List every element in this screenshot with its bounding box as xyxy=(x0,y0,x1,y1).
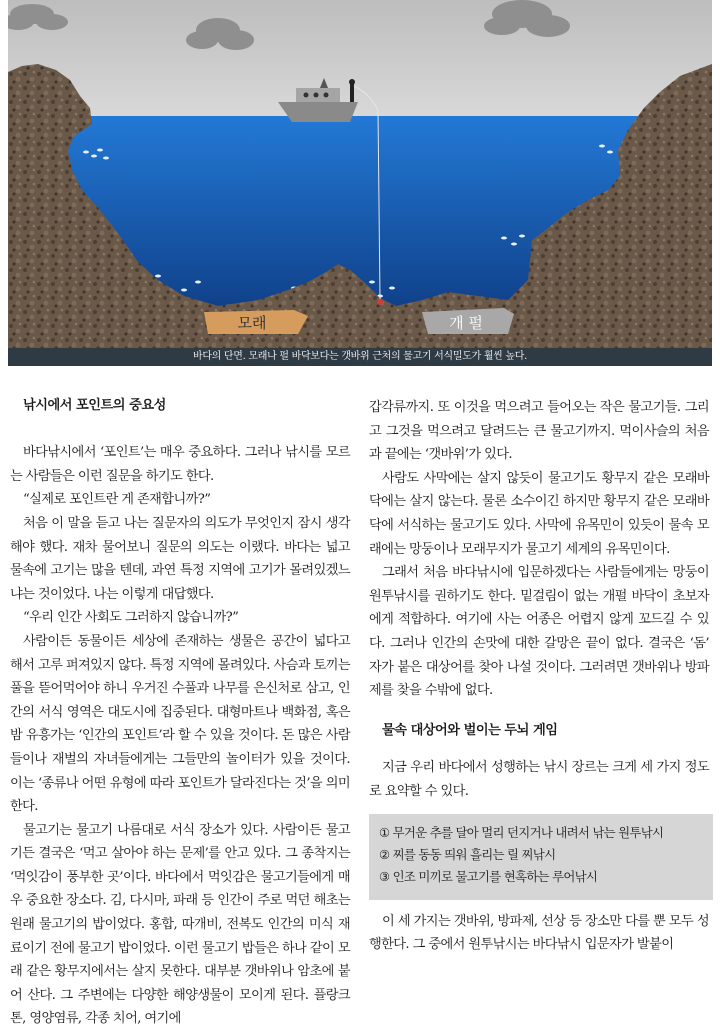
fishing-types-box xyxy=(369,814,713,900)
sea-cross-section-figure xyxy=(8,0,712,366)
paragraph: 바다낚시에서 ‘포인트’는 매우 중요하다. 그러나 낚시를 모르는 사람들은 이런 질문을 하기도 한다. xyxy=(10,445,350,484)
paragraph: 지금 우리 바다에서 성행하는 낚시 장르는 크게 세 가지 정도로 요약할 수 있다. xyxy=(369,760,709,799)
section-heading-brain-game: 물속 대상어와 벌이는 두뇌 게임 xyxy=(382,722,558,738)
paragraph: 처음 이 말을 듣고 나는 질문자의 의도가 무엇인지 잠시 생각해야 했다. 재차 물어보니 질문의 의도는 이랬다. 바다는 넓고 물속에 고기는 많을 텐데, 과연 특정 지역에 고기가 몰려있겠느냐는 것이었다. 나는 이렇게 대답했다. xyxy=(10,515,350,602)
left-column xyxy=(10,394,350,1031)
fishing-type-item: ① 무거운 추를 달아 멀리 던지거나 내려서 낚는 원투낚시 xyxy=(379,824,664,840)
fishing-type-item: ② 찌를 동동 띄워 흘리는 릴 찌낚시 xyxy=(379,846,556,862)
paragraph: 사람도 사막에는 살지 않듯이 물고기도 황무지 같은 모래바닥에는 살지 않는다. 물론 소수이긴 하지만 황무지 같은 모래바닥에 서식하는 물고기도 있다. 사막에 유목민이 있듯이 물속 모래에는 망둥이나 모래무지가 물고기 세계의 유목민이다. xyxy=(369,470,709,557)
bait-icon xyxy=(377,299,383,305)
sand-label: 모래 xyxy=(237,314,267,332)
figure-caption: 바다의 단면. 모래나 펄 바닥보다는 갯바위 근처의 물고기 서식밀도가 훨씬 높다. xyxy=(8,348,712,366)
sea-illustration xyxy=(8,0,712,348)
mud-label: 개 펄 xyxy=(449,314,483,332)
quote: “실제로 포인트란 게 존재합니까?” xyxy=(23,492,211,508)
sky xyxy=(8,0,712,120)
fishing-type-item: ③ 인조 미끼로 물고기를 현혹하는 루어낚시 xyxy=(379,868,598,884)
paragraph: 사람이든 동물이든 세상에 존재하는 생물은 공간이 넓다고 해서 고루 퍼져있지 않다. 특정 지역에 몰려있다. 사슴과 토끼는 풀을 뜯어먹어야 하니 우거진 수풀과 나무를 은신처로 삼고, 인간의 서식 영역은 대도시에 집중된다. 대형마트나 백화점, 혹은 밤 유흥가는 ‘인간의 포인트’라 할 수 있을 것이다. 돈 많은 사람들이나 재벌의 자녀들에게는 그들만의 놀이터가 있을 것이다. 이는 ‘종류나 어떤 유형에 따라 포인트가 달라진다는 것’을 의미한다. xyxy=(10,633,350,815)
paragraph: 갑각류까지. 또 이것을 먹으려고 들어오는 작은 물고기들. 그리고 그것을 먹으려고 달려드는 큰 물고기까지. 먹이사슬의 처음과 끝에는 ‘갯바위’가 있다. xyxy=(369,400,709,463)
right-column xyxy=(369,396,709,957)
paragraph: 물고기는 물고기 나름대로 서식 장소가 있다. 사람이든 물고기든 결국은 ‘먹고 살아야 하는 문제’를 안고 있다. 그 종착지는 ‘먹잇감이 풍부한 곳’이다. 바다에서 먹잇감은 물고기들에게 매우 중요한 장소다. 김, 다시마, 파래 등 인간이 주로 먹던 해초는 원래 물고기의 밥이었다. 홍합, 따개비, 전복도 인간의 미식 재료이기 전에 물고기 밥이었다. 이런 물고기 밥들은 하나 같이 모래 같은 황무지에서는 살지 못한다. 대부분 갯바위나 암초에 붙어 산다. 그 주변에는 다양한 해양생물이 모이게 된다. 플랑크톤, 영양염류, 각종 치어, 여기에 xyxy=(10,822,350,1027)
paragraph: 이 세 가지는 갯바위, 방파제, 선상 등 장소만 다를 뿐 모두 성행한다. 그 중에서 원투낚시는 바다낚시 입문자가 발붙이 xyxy=(369,913,709,953)
section-heading-fishing-point: 낚시에서 포인트의 중요성 xyxy=(23,398,166,413)
quote: “우리 인간 사회도 그러하지 않습니까?” xyxy=(23,610,239,626)
paragraph: 그래서 처음 바다낚시에 입문하겠다는 사람들에게는 망둥이 원투낚시를 권하기도 한다. 밑걸림이 없는 개펄 바닥이 초보자에게 적합하다. 여기에 사는 어종은 어렵지 않게 꼬드길 수 있다. 그러나 인간의 손맛에 대한 갈망은 끝이 없다. 결국은 ‘돔’ 자가 붙은 대상어를 찾아 나설 것이다. 그러려면 갯바위나 방파제를 찾을 수밖에 없다. xyxy=(369,565,709,699)
